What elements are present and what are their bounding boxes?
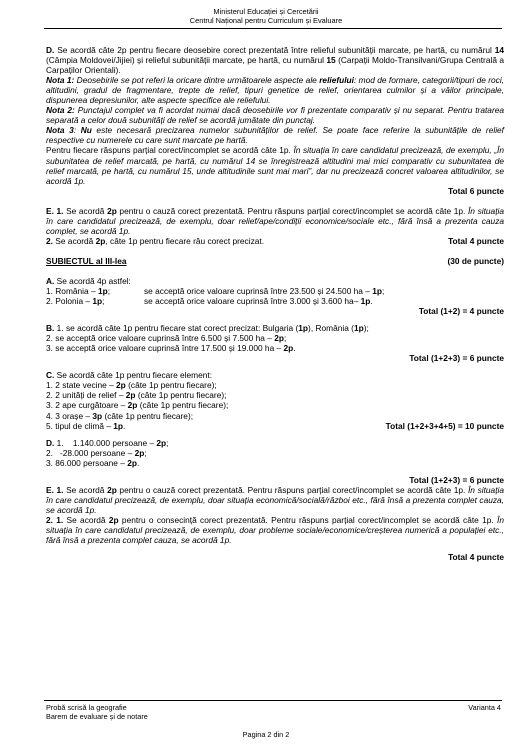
e3-2-text-a: Se acordă [63,514,109,525]
e2-text-b: , câte 1p pentru fiecare râu corect precizat. [105,235,265,246]
d3-1-end: ; [166,437,169,448]
b1-points-2: 1p [353,323,364,334]
b1-text-c: ); [363,323,369,334]
nota-1-text-a: Deosebirile se pot referi la oricare dintre următoarele aspecte ale [74,75,320,86]
d3-item-1 [46,438,504,448]
d3-item-3 [46,458,504,468]
c2-note: (câte 1p pentru fiecare); [135,390,227,401]
nota-1-label: Nota 1: [46,75,75,86]
d-text-a: Se acordă câte 2p pentru fiecare deosebire corect prezentată între relieful subunității marcate, pe hartă, cu numărul [54,45,495,55]
footer-variant: Varianta 4 [468,703,501,712]
d-label: D. [46,45,55,55]
e2-label: 2. [46,235,53,246]
c5-points: 1p [113,420,123,431]
b-label: B. [46,323,55,334]
a2-text: se acceptă orice valoare cuprinsă între 3.000 și 3.600 ha– [144,296,361,307]
e3-total: Total 4 puncte [448,552,504,563]
page-number: Pagina 2 din 2 [242,730,290,739]
subject-3-points: (30 de puncte) [447,255,504,266]
subject-3-heading [46,256,504,266]
a2-sep: ; [102,296,105,307]
c1-text: 1. 2 state vecine – [46,380,117,391]
d-partial-a: Pentru fiecare răspuns parțial corect/incomplet se acordă câte 1p. [46,145,294,156]
d3-label: D. [46,437,55,448]
b-total: Total (1+2+3) = 6 puncte [409,353,504,364]
c4-text: 4. 3 orașe – [46,410,93,421]
nota-3-text: este necesară precizarea numelor subunităților de relief. Se poate face referire la subunitățile de relief respective cu numerele cu care sunt marcate pe hartă. [46,125,505,146]
c-intro-text: Se acordă câte 1p pentru fiecare element: [54,370,213,381]
b1-text-b: ), România ( [308,323,354,334]
c5-text: 5. tipul de climă – [46,420,114,431]
d3-3-text: 3. 86.000 persoane – [46,457,128,468]
a-item-1 [46,286,504,296]
a1-points: 1p [97,285,108,296]
c4-points: 3p [92,410,103,421]
e-label: E. 1. [46,205,64,216]
header-divider [44,28,502,29]
header-ministry: Ministerul Educației și Cercetării [213,7,319,16]
c3-points: 2p [127,400,138,411]
a1-sep: ; [107,285,111,296]
a1-points-2: 1p [372,285,382,296]
c-item-4 [46,411,504,421]
e3-item-2 [46,515,504,545]
d3-2-end: ; [144,447,147,458]
nota-2-text: Punctajul complet va fi acordat numai dacă deosebirile vor fi prezentate comparativ și nu separat. Pentru tratarea separată a celor două subunități de relief se acordă jumătate din punctaj. [46,105,504,126]
a-intro [46,276,504,286]
d-partial-b: În situația în care candidatul precizează, de exemplu, „În subunitatea de relief marcată, pe hartă, cu numărul 14 se înregistrează altitudini mai mici comparativ cu subunitatea de relief marcată, pe hartă, cu numărul 15, unde altitudinile sunt mai mari”, dar nu precizează concret valoarea altitudinilor, se acordă 1p. [46,145,505,186]
c5-end: . [123,420,126,431]
c-total: Total (1+2+3+4+5) = 10 puncte [385,420,504,431]
b-item-1 [46,323,504,333]
nota-3-nu: Nu [80,125,92,136]
b3-end: . [293,343,296,354]
subject-3-title: SUBIECTUL al III-lea [46,255,127,266]
c2-points: 2p [125,390,136,401]
footer-divider [44,700,502,701]
b1-points-1: 1p [298,323,309,334]
e3-2-italic: În situația în care candidatul precizează, de exemplu, doar probleme sociale/economice/creșterea numerică a populației etc., fără însă a prezenta complet cauza, se acordă 1p. [46,514,504,546]
b1-text-a: 1. se acordă câte 1p pentru fiecare stat corect precizat: Bulgaria ( [54,323,299,334]
e3-2-label: 2. 1. [46,514,64,525]
e3-2-text-b: pentru o consecință corect prezentată. Pentru răspuns parțial corect/incomplet se acordă câte 1p. [118,514,498,525]
nota-1-text-b: : mod de formare, categorii/tipuri de roci, altitudini, gradul de fragmentare, trepte de relief, tipuri genetice de relief, orientarea culmilor și a văilor principale, dispunerea depresiunilor, alte aspecte specifice ale reliefului. [46,75,504,106]
c3-note: (câte 1p pentru fiecare); [137,400,229,411]
b-item-3 [46,343,504,353]
b2-end: ; [283,333,287,344]
d3-total: Total (1+2+3) = 6 puncte [409,474,504,485]
d3-item-2 [46,448,504,458]
e-text-a: Se acordă [63,205,108,216]
nota-2-label: Nota 2: [46,105,75,116]
d3-1-points: 2p [156,437,167,448]
nota-1-bold: reliefului [319,75,354,86]
b2-text: 2. se acceptă orice valoare cuprinsă între 6.500 și 7.500 ha – [46,333,275,344]
e3-italic: În situația în care candidatul precizează, de exemplu, doar situația economică/socială/război etc., fără însă a prezenta complet cauza, se acordă 1p. [46,484,505,515]
e-item-1 [46,206,504,236]
e-italic: În situația în care candidatul precizează, de exemplu, doar relief/ape/condiții economice/sociale etc., fără însă a prezenta cauza complet, se acordă 1p. [46,205,505,236]
a1-text: se acceptă orice valoare cuprinsă între 23.500 și 24.500 ha – [144,285,373,296]
c-intro [46,370,504,380]
a2-points-2: 1p [360,296,371,307]
a-total: Total (1+2) = 4 puncte [418,306,504,317]
e3-text-a: Se acordă [63,484,108,495]
e3-text-b: pentru o cauză corect prezentată. Pentru răspuns parțial corect/incomplet se acordă câte 1p. [116,484,468,495]
header-center: Centrul Național pentru Curriculum și Evaluare [189,16,343,25]
b3-points: 2p [283,343,294,354]
d-partial-note [46,145,504,185]
b2-points: 2p [274,333,284,344]
d-text-b: (Câmpia Moldovei/Jijiei) și relieful subunității marcate, pe hartă, cu numărul [46,55,327,66]
e2-points: 2p [95,235,106,246]
d-item-paragraph [46,45,504,75]
c-item-5 [46,421,125,431]
e2-text-a: Se acordă [52,235,96,246]
a2-end: . [370,296,373,307]
e3-item-1 [46,485,504,515]
a2-lead: 2. Polonia – [46,296,93,307]
e-item-2-row [46,236,504,246]
e-item-2 [46,236,264,246]
d-number-15: 15 [326,55,336,66]
a-intro-text: Se acordă 4p astfel: [54,275,131,286]
a2-points: 1p [92,296,103,307]
c-label: C. [46,370,55,381]
c3-text: 3. 2 ape curgătoare – [46,400,128,411]
b3-text: 3. se acceptă orice valoare cuprinsă între 17.500 și 19.000 ha – [46,343,284,354]
footer-barem: Barem de evaluare și de notare [46,712,148,721]
e-text-b: pentru o cauză corect prezentată. Pentru răspuns parțial corect/incomplet se acordă câte 1p. [116,205,468,216]
e3-points: 2p [107,484,117,495]
d3-2-points: 2p [134,447,145,458]
e3-2-points: 2p [108,514,119,525]
c-item-5-row [46,421,504,431]
d-number-14: 14 [494,45,504,55]
nota-3-label: Nota 3 [46,125,74,136]
nota-3-colon: : [73,125,81,136]
d3-1-text: 1. 1.140.000 persoane – [54,437,157,448]
c2-text: 2. 2 unități de relief – [46,390,126,401]
nota-3 [46,125,504,145]
e-points: 2p [107,205,117,216]
d3-2-text: 2. -28.000 persoane – [46,447,135,458]
a1-lead: 1. România – [46,285,98,296]
a1-end: ; [381,285,385,296]
a-label: A. [46,275,55,286]
e3-label: E. 1. [46,484,64,495]
c-item-3 [46,400,504,410]
c4-note: (câte 1p pentru fiecare); [102,410,194,421]
document-body [46,45,504,562]
d-total: Total 6 puncte [448,185,504,196]
c1-note: (câte 1p pentru fiecare); [125,380,217,391]
d3-3-points: 2p [127,457,137,468]
nota-2 [46,105,504,125]
d-text-c: (Carpații Moldo-Transilvani/Grupa Centrală a Carpaților Orientali). [46,55,504,76]
b-item-2 [46,333,504,343]
d3-3-end: . [136,457,140,468]
nota-1 [46,75,504,105]
c-item-2 [46,390,504,400]
c1-points: 2p [116,380,126,391]
e-total: Total 4 puncte [448,235,504,246]
a-item-2 [46,296,504,306]
c-item-1 [46,380,504,390]
footer-exam: Probă scrisă la geografie [46,703,127,712]
